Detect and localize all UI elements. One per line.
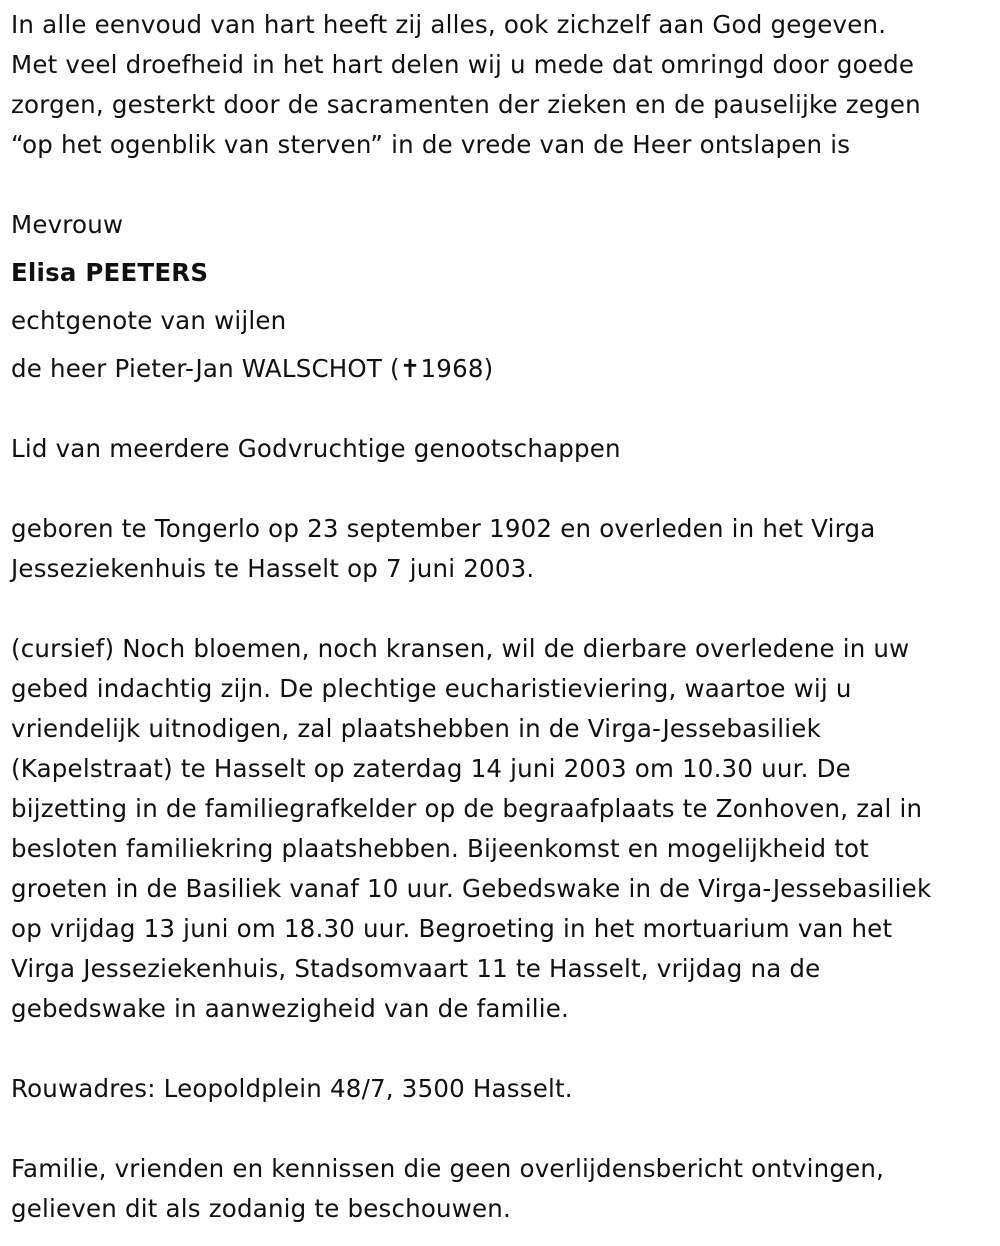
ceremony-line: vriendelijk uitnodigen, zal plaatshebben in de Virga-Jessebasiliek: [11, 714, 821, 743]
ceremony-line: groeten in de Basiliek vanaf 10 uur. Gebedswake in de Virga-Jessebasiliek: [11, 874, 932, 903]
intro-line: In alle eenvoud van hart heeft zij alles, ook zichzelf aan God gegeven.: [11, 10, 887, 39]
ceremony-line: gebedswake in aanwezigheid van de familie.: [11, 994, 569, 1023]
closing-line: gelieven dit als zodanig te beschouwen.: [11, 1194, 512, 1223]
ceremony-line: Virga Jesseziekenhuis, Stadsomvaart 11 te Hasselt, vrijdag na de: [11, 954, 821, 983]
ceremony-line: (cursief) Noch bloemen, noch kransen, wil de dierbare overledene in uw: [11, 634, 910, 663]
intro-line: “op het ogenblik van sterven” in de vrede van de Heer ontslapen is: [11, 130, 851, 159]
spouse-suffix: 1968): [420, 354, 494, 383]
ceremony-paragraph: [11, 629, 991, 1029]
intro-paragraph: [11, 5, 991, 165]
deceased-relation: echtgenote van wijlen: [11, 306, 287, 335]
ceremony-line: gebed indachtig zijn. De plechtige eucharistieviering, waartoe wij u: [11, 674, 852, 703]
cross-icon: ✝: [399, 354, 421, 383]
intro-line: zorgen, gesterkt door de sacramenten der zieken en de pauselijke zegen: [11, 90, 921, 119]
ceremony-line: besloten familiekring plaatshebben. Bijeenkomst en mogelijkheid tot: [11, 834, 870, 863]
ceremony-line: (Kapelstraat) te Hasselt op zaterdag 14 juni 2003 om 10.30 uur. De: [11, 754, 851, 783]
birth-death-paragraph: [11, 509, 991, 589]
birth-death-line: Jesseziekenhuis te Hasselt op 7 juni 2003.: [11, 554, 535, 583]
ceremony-line: op vrijdag 13 juni om 18.30 uur. Begroeting in het mortuarium van het: [11, 914, 893, 943]
closing-paragraph: [11, 1149, 991, 1229]
ceremony-line: bijzetting in de familiegrafkelder op de begraafplaats te Zonhoven, zal in: [11, 794, 923, 823]
birth-death-line: geboren te Tongerlo op 23 september 1902 en overleden in het Virga: [11, 514, 876, 543]
deceased-title: Mevrouw: [11, 210, 124, 239]
spouse-prefix: de heer Pieter-Jan WALSCHOT (: [11, 354, 400, 383]
membership-line: Lid van meerdere Godvruchtige genootschappen: [11, 434, 621, 463]
intro-line: Met veel droefheid in het hart delen wij u mede dat omringd door goede: [11, 50, 915, 79]
deceased-name: Elisa PEETERS: [11, 258, 209, 287]
obituary-document: [11, 5, 991, 1229]
closing-line: Familie, vrienden en kennissen die geen overlijdensbericht ontvingen,: [11, 1154, 885, 1183]
mourning-address: Rouwadres: Leopoldplein 48/7, 3500 Hasselt.: [11, 1074, 573, 1103]
spouse-line: [11, 349, 991, 389]
